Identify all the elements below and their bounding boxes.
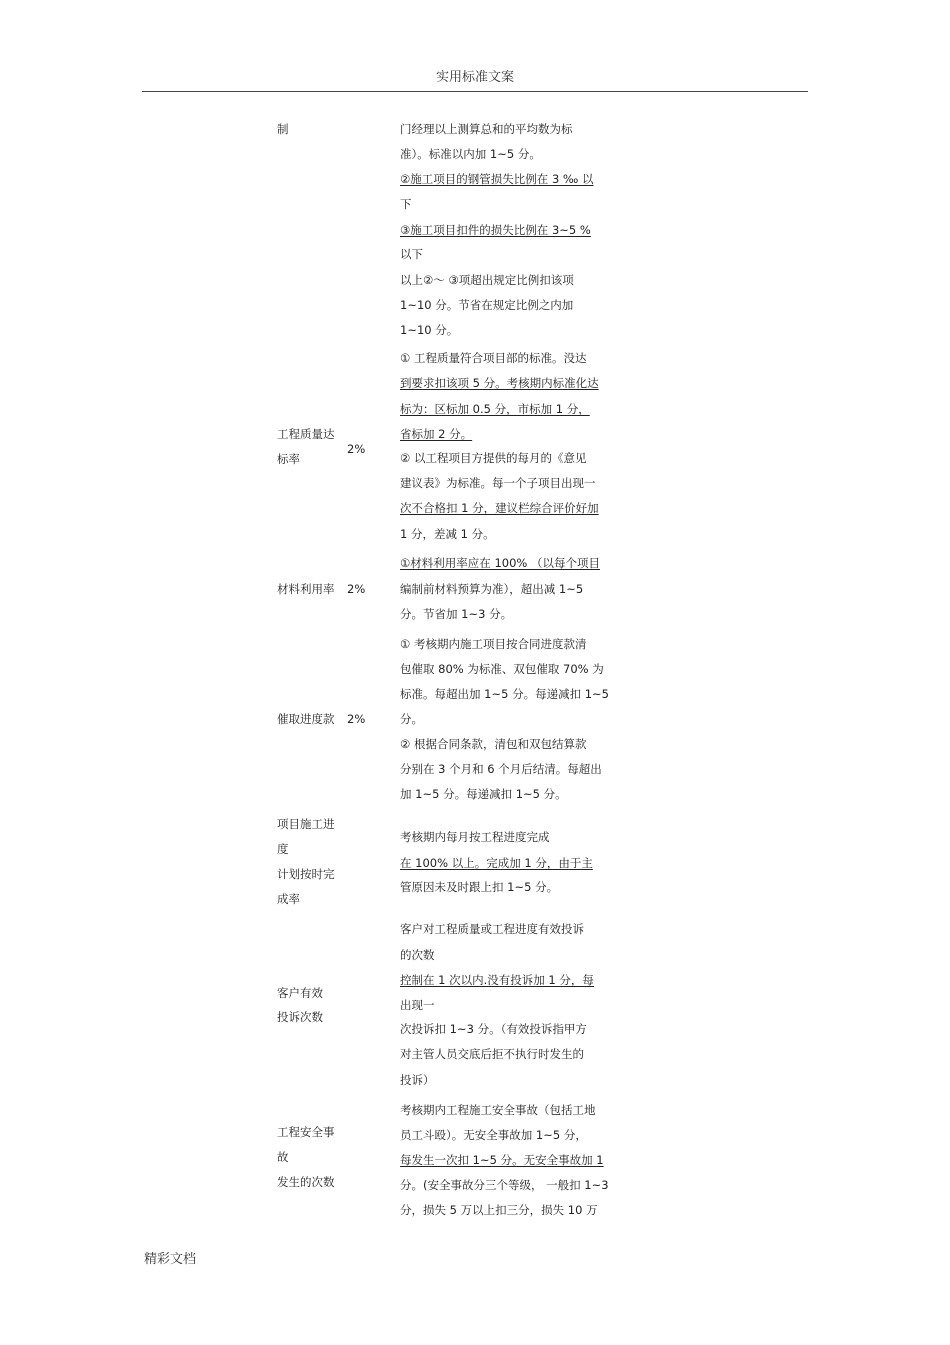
criteria-line: 每发生一次扣 1~5 分。无安全事故加 1 — [400, 1153, 604, 1167]
row-label: 客户有效 — [277, 986, 323, 1000]
row-weight: 2% — [347, 712, 366, 726]
criteria-line: 次投诉扣 1~3 分。（有效投诉指甲方 — [400, 1022, 587, 1036]
criteria-line: 在 100% 以上。完成加 1 分，由于主 — [400, 856, 593, 870]
row-label: 故 — [277, 1150, 289, 1164]
criteria-line: 分。节省加 1~3 分。 — [400, 607, 513, 621]
criteria-line: 省标加 2 分。 — [400, 427, 473, 441]
row-label: 度 — [277, 842, 289, 856]
criteria-line: ②施工项目的钢管损失比例在 3 ‰ 以 — [400, 172, 594, 186]
row-label: 发生的次数 — [277, 1175, 335, 1189]
criteria-line: 客户对工程质量或工程进度有效投诉 — [400, 922, 584, 936]
row-label: 项目施工进 — [277, 817, 335, 831]
criteria-line: ①材料利用率应在 100% （以每个项目 — [400, 556, 600, 570]
criteria-line: 包催取 80% 为标准、双包催取 70% 为 — [400, 662, 604, 676]
criteria-line: 的次数 — [400, 948, 435, 962]
criteria-line: 下 — [400, 197, 412, 211]
row-label: 成率 — [277, 892, 300, 906]
row-label: 材料利用率 — [277, 582, 335, 596]
criteria-line: 对主管人员交底后拒不执行时发生的 — [400, 1047, 584, 1061]
criteria-line: 加 1~5 分。每递减扣 1~5 分。 — [400, 787, 567, 801]
criteria-line: 员工斗殴）。无安全事故加 1~5 分， — [400, 1128, 587, 1142]
criteria-line: 1~10 分。 — [400, 323, 459, 337]
criteria-line: 管原因未及时跟上扣 1~5 分。 — [400, 880, 559, 894]
criteria-line: 标为：区标加 0.5 分，市标加 1 分， — [400, 402, 590, 416]
criteria-line: 分，损失 5 万以上扣三分，损失 10 万 — [400, 1203, 598, 1217]
page-header: 实用标准文案 — [435, 70, 514, 85]
criteria-line: 1~10 分。节省在规定比例之内加 — [400, 298, 574, 312]
criteria-line: 以上②～ ③项超出规定比例扣该项 — [400, 273, 574, 287]
criteria-line: 分。 — [400, 712, 423, 726]
row-label: 制 — [277, 122, 289, 136]
row-label: 工程质量达 — [277, 427, 335, 441]
criteria-line: 次不合格扣 1 分，建议栏综合评价好加 — [400, 501, 599, 515]
criteria-line: ③施工项目扣件的损失比例在 3~5 % — [400, 223, 591, 237]
criteria-line: 出现一 — [400, 998, 435, 1012]
row-weight: 2% — [347, 582, 366, 596]
row-label: 投诉次数 — [277, 1010, 323, 1024]
criteria-line: 到要求扣该项 5 分。考核期内标准化达 — [400, 376, 599, 390]
header-rule — [142, 91, 808, 92]
criteria-line: 准）。标准以内加 1~5 分。 — [400, 147, 541, 161]
criteria-line: ① 工程质量符合项目部的标准。没达 — [400, 351, 587, 365]
criteria-line: ② 以工程项目方提供的每月的《意见 — [400, 451, 587, 465]
criteria-line: 控制在 1 次以内.没有投诉加 1 分，每 — [400, 973, 594, 987]
criteria-line: 标准。每超出加 1~5 分。每递减扣 1~5 — [400, 687, 610, 701]
row-weight: 2% — [347, 442, 366, 456]
criteria-line: 1 分，差减 1 分。 — [400, 527, 495, 541]
criteria-line: 考核期内工程施工安全事故（包括工地 — [400, 1103, 596, 1117]
criteria-line: 分。(安全事故分三个等级， 一般扣 1~3 — [400, 1178, 609, 1192]
criteria-line: 门经理以上测算总和的平均数为标 — [400, 122, 573, 136]
row-label: 催取进度款 — [277, 712, 335, 726]
criteria-line: 建议表》为标准。每一个子项目出现一 — [400, 476, 596, 490]
page-footer: 精彩文档 — [144, 1252, 197, 1267]
criteria-line: 分别在 3 个月和 6 个月后结清。每超出 — [400, 762, 602, 776]
criteria-line: 考核期内每月按工程进度完成 — [400, 830, 550, 844]
row-label: 工程安全事 — [277, 1125, 335, 1139]
row-label: 标率 — [277, 452, 300, 466]
criteria-line: ① 考核期内施工项目按合同进度款清 — [400, 637, 587, 651]
row-label: 计划按时完 — [277, 867, 335, 881]
criteria-line: 以下 — [400, 247, 423, 261]
criteria-line: 投诉） — [400, 1073, 435, 1087]
criteria-line: ② 根据合同条款，清包和双包结算款 — [400, 737, 587, 751]
criteria-line: 编制前材料预算为准），超出减 1~5 — [400, 582, 584, 596]
